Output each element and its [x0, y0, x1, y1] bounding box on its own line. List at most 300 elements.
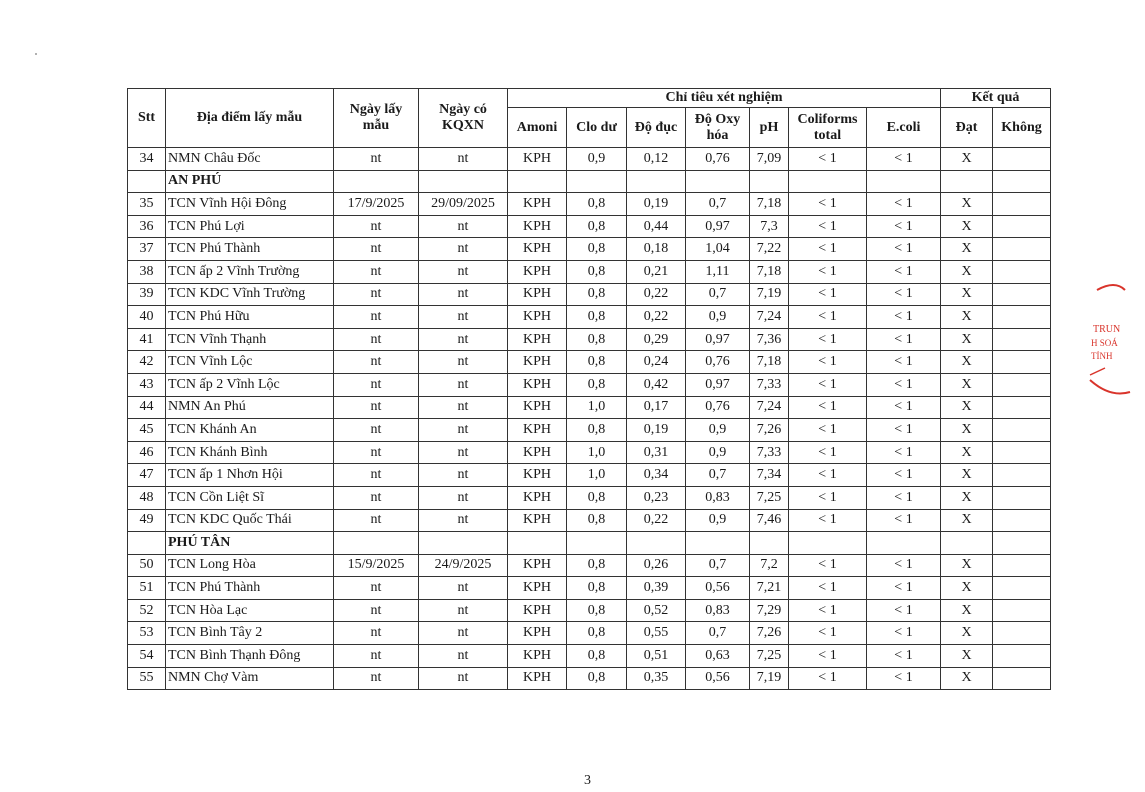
cell-pass: X: [941, 328, 993, 351]
cell-clo: 0,8: [567, 260, 627, 283]
cell-pass: X: [941, 667, 993, 690]
header-location: Địa điểm lấy mẫu: [166, 89, 334, 148]
cell-ecoli: < 1: [867, 193, 941, 216]
cell-location: TCN KDC Vĩnh Trường: [166, 283, 334, 306]
cell-result-date: nt: [419, 464, 508, 487]
header-pass: Đạt: [941, 108, 993, 148]
cell-amoni: KPH: [508, 645, 567, 668]
cell-turbidity: 0,19: [627, 193, 686, 216]
cell-coliforms: < 1: [789, 148, 867, 171]
header-amoni: Amoni: [508, 108, 567, 148]
cell-result-date: 24/9/2025: [419, 554, 508, 577]
cell-amoni: KPH: [508, 667, 567, 690]
cell-fail: [993, 464, 1051, 487]
cell-fail: [993, 193, 1051, 216]
cell-sample-date: nt: [334, 351, 419, 374]
cell-ecoli: < 1: [867, 419, 941, 442]
cell-oxy: 0,7: [686, 283, 750, 306]
cell-oxy: 0,56: [686, 577, 750, 600]
cell-fail: [993, 441, 1051, 464]
cell-location: TCN Vĩnh Hội Đông: [166, 193, 334, 216]
cell-oxy: 0,9: [686, 441, 750, 464]
cell-turbidity: 0,51: [627, 645, 686, 668]
cell-result-date: nt: [419, 577, 508, 600]
cell-location: TCN Cồn Liệt Sĩ: [166, 486, 334, 509]
empty-cell: [941, 532, 993, 555]
water-quality-table: [127, 88, 1051, 690]
cell-result-date: nt: [419, 622, 508, 645]
cell-sample-date: nt: [334, 396, 419, 419]
cell-ph: 7,46: [750, 509, 789, 532]
cell-stt: 52: [128, 599, 166, 622]
cell-pass: X: [941, 577, 993, 600]
table-body: [128, 148, 1051, 690]
cell-clo: 0,8: [567, 419, 627, 442]
header-indicators-group: Chỉ tiêu xét nghiệm: [508, 89, 941, 108]
cell-turbidity: 0,52: [627, 599, 686, 622]
cell-location: TCN Khánh An: [166, 419, 334, 442]
cell-location: TCN Vĩnh Thạnh: [166, 328, 334, 351]
cell-clo: 0,8: [567, 193, 627, 216]
cell-location: TCN Vĩnh Lộc: [166, 351, 334, 374]
cell-clo: 0,8: [567, 509, 627, 532]
cell-ecoli: < 1: [867, 464, 941, 487]
empty-cell: [750, 532, 789, 555]
cell-fail: [993, 645, 1051, 668]
cell-turbidity: 0,21: [627, 260, 686, 283]
cell-ph: 7,25: [750, 645, 789, 668]
svg-text:TRUN: TRUN: [1093, 324, 1121, 335]
cell-oxy: 0,9: [686, 419, 750, 442]
cell-amoni: KPH: [508, 260, 567, 283]
cell-ecoli: < 1: [867, 373, 941, 396]
cell-ph: 7,22: [750, 238, 789, 261]
cell-oxy: 0,97: [686, 215, 750, 238]
cell-coliforms: < 1: [789, 283, 867, 306]
cell-location: NMN An Phú: [166, 396, 334, 419]
cell-fail: [993, 283, 1051, 306]
table-row: [128, 667, 1051, 690]
cell-amoni: KPH: [508, 238, 567, 261]
section-row: [128, 532, 1051, 555]
cell-pass: X: [941, 645, 993, 668]
cell-clo: 0,8: [567, 373, 627, 396]
cell-ph: 7,26: [750, 419, 789, 442]
cell-oxy: 0,56: [686, 667, 750, 690]
cell-location: TCN Phú Thành: [166, 577, 334, 600]
section-title: PHÚ TÂN: [166, 532, 334, 555]
cell-turbidity: 0,42: [627, 373, 686, 396]
cell-sample-date: nt: [334, 441, 419, 464]
cell-clo: 0,8: [567, 667, 627, 690]
cell-result-date: nt: [419, 419, 508, 442]
cell-oxy: 0,97: [686, 373, 750, 396]
cell-fail: [993, 238, 1051, 261]
cell-amoni: KPH: [508, 373, 567, 396]
cell-turbidity: 0,23: [627, 486, 686, 509]
cell-ecoli: < 1: [867, 396, 941, 419]
cell-ph: 7,19: [750, 667, 789, 690]
cell-stt: 41: [128, 328, 166, 351]
cell-result-date: nt: [419, 148, 508, 171]
cell-turbidity: 0,17: [627, 396, 686, 419]
empty-cell: [419, 170, 508, 193]
cell-coliforms: < 1: [789, 645, 867, 668]
cell-ecoli: < 1: [867, 486, 941, 509]
cell-fail: [993, 419, 1051, 442]
cell-turbidity: 0,22: [627, 509, 686, 532]
table-row: [128, 645, 1051, 668]
cell-sample-date: nt: [334, 328, 419, 351]
cell-pass: X: [941, 554, 993, 577]
cell-coliforms: < 1: [789, 622, 867, 645]
cell-pass: X: [941, 215, 993, 238]
empty-cell: [334, 170, 419, 193]
cell-clo: 0,8: [567, 306, 627, 329]
cell-oxy: 0,83: [686, 599, 750, 622]
table-row: [128, 464, 1051, 487]
cell-oxy: 0,63: [686, 645, 750, 668]
cell-sample-date: nt: [334, 283, 419, 306]
header-result-group: Kết quả: [941, 89, 1051, 108]
cell-clo: 0,8: [567, 328, 627, 351]
cell-ecoli: < 1: [867, 509, 941, 532]
cell-stt: 42: [128, 351, 166, 374]
cell-sample-date: nt: [334, 667, 419, 690]
cell-coliforms: < 1: [789, 238, 867, 261]
cell-ph: 7,19: [750, 283, 789, 306]
cell-fail: [993, 577, 1051, 600]
cell-amoni: KPH: [508, 328, 567, 351]
cell-ecoli: < 1: [867, 283, 941, 306]
cell-clo: 0,8: [567, 351, 627, 374]
cell-sample-date: nt: [334, 260, 419, 283]
header-stt: Stt: [128, 89, 166, 148]
cell-pass: X: [941, 193, 993, 216]
cell-oxy: 0,9: [686, 306, 750, 329]
cell-clo: 0,8: [567, 283, 627, 306]
cell-result-date: nt: [419, 283, 508, 306]
cell-clo: 1,0: [567, 441, 627, 464]
cell-sample-date: nt: [334, 599, 419, 622]
cell-turbidity: 0,31: [627, 441, 686, 464]
cell-coliforms: < 1: [789, 419, 867, 442]
empty-cell: [941, 170, 993, 193]
table-row: [128, 419, 1051, 442]
cell-location: TCN Long Hòa: [166, 554, 334, 577]
cell-stt: 44: [128, 396, 166, 419]
table-row: [128, 193, 1051, 216]
table-row: [128, 238, 1051, 261]
cell-coliforms: < 1: [789, 509, 867, 532]
section-title: AN PHÚ: [166, 170, 334, 193]
cell-stt: 36: [128, 215, 166, 238]
cell-location: TCN ấp 2 Vĩnh Lộc: [166, 373, 334, 396]
cell-result-date: nt: [419, 509, 508, 532]
cell-result-date: nt: [419, 486, 508, 509]
cell-sample-date: 17/9/2025: [334, 193, 419, 216]
table-row: [128, 509, 1051, 532]
cell-stt: 53: [128, 622, 166, 645]
cell-sample-date: nt: [334, 373, 419, 396]
cell-fail: [993, 509, 1051, 532]
cell-ph: 7,18: [750, 351, 789, 374]
svg-text:H SOÁ: H SOÁ: [1091, 338, 1118, 348]
cell-amoni: KPH: [508, 577, 567, 600]
table-row: [128, 554, 1051, 577]
cell-turbidity: 0,34: [627, 464, 686, 487]
cell-coliforms: < 1: [789, 306, 867, 329]
cell-ph: 7,25: [750, 486, 789, 509]
cell-sample-date: nt: [334, 419, 419, 442]
cell-result-date: 29/09/2025: [419, 193, 508, 216]
cell-ph: 7,24: [750, 306, 789, 329]
cell-result-date: nt: [419, 215, 508, 238]
cell-clo: 0,8: [567, 215, 627, 238]
cell-result-date: nt: [419, 667, 508, 690]
cell-clo: 0,9: [567, 148, 627, 171]
cell-stt: 43: [128, 373, 166, 396]
cell-oxy: 0,97: [686, 328, 750, 351]
table-row: [128, 622, 1051, 645]
cell-coliforms: < 1: [789, 441, 867, 464]
cell-result-date: nt: [419, 396, 508, 419]
cell-sample-date: nt: [334, 215, 419, 238]
cell-pass: X: [941, 599, 993, 622]
cell-clo: 0,8: [567, 486, 627, 509]
cell-result-date: nt: [419, 373, 508, 396]
cell-result-date: nt: [419, 306, 508, 329]
cell-clo: 0,8: [567, 599, 627, 622]
cell-turbidity: 0,19: [627, 419, 686, 442]
cell-fail: [993, 351, 1051, 374]
empty-cell: [993, 532, 1051, 555]
cell-pass: X: [941, 419, 993, 442]
cell-clo: 0,8: [567, 645, 627, 668]
cell-ecoli: < 1: [867, 238, 941, 261]
cell-coliforms: < 1: [789, 328, 867, 351]
cell-pass: X: [941, 486, 993, 509]
cell-clo: 1,0: [567, 396, 627, 419]
cell-stt: 55: [128, 667, 166, 690]
cell-sample-date: nt: [334, 486, 419, 509]
empty-cell: [789, 170, 867, 193]
cell-pass: X: [941, 283, 993, 306]
cell-location: TCN Hòa Lạc: [166, 599, 334, 622]
cell-oxy: 1,04: [686, 238, 750, 261]
cell-coliforms: < 1: [789, 351, 867, 374]
cell-ecoli: < 1: [867, 260, 941, 283]
header-result-date: Ngày có KQXN: [419, 89, 508, 148]
cell-fail: [993, 554, 1051, 577]
cell-result-date: nt: [419, 351, 508, 374]
cell-stt: 45: [128, 419, 166, 442]
table-row: [128, 148, 1051, 171]
cell-ph: 7,18: [750, 260, 789, 283]
cell-turbidity: 0,22: [627, 306, 686, 329]
cell-coliforms: < 1: [789, 486, 867, 509]
table-row: [128, 486, 1051, 509]
section-row: [128, 170, 1051, 193]
header-fail: Không: [993, 108, 1051, 148]
cell-fail: [993, 396, 1051, 419]
table-row: [128, 283, 1051, 306]
empty-cell: [686, 532, 750, 555]
cell-sample-date: nt: [334, 577, 419, 600]
cell-sample-date: nt: [334, 148, 419, 171]
cell-fail: [993, 599, 1051, 622]
cell-amoni: KPH: [508, 193, 567, 216]
cell-stt: 50: [128, 554, 166, 577]
cell-ecoli: < 1: [867, 554, 941, 577]
table-row: [128, 306, 1051, 329]
cell-location: TCN ấp 2 Vĩnh Trường: [166, 260, 334, 283]
cell-clo: 0,8: [567, 554, 627, 577]
cell-oxy: 0,7: [686, 464, 750, 487]
cell-stt: 48: [128, 486, 166, 509]
cell-amoni: KPH: [508, 599, 567, 622]
header-coliforms: Coliforms total: [789, 108, 867, 148]
cell-amoni: KPH: [508, 419, 567, 442]
cell-fail: [993, 148, 1051, 171]
empty-cell: [334, 532, 419, 555]
cell-ecoli: < 1: [867, 599, 941, 622]
cell-ecoli: < 1: [867, 215, 941, 238]
cell-pass: X: [941, 622, 993, 645]
cell-sample-date: nt: [334, 306, 419, 329]
cell-ecoli: < 1: [867, 441, 941, 464]
svg-text:TỈNH: TỈNH: [1091, 351, 1113, 361]
cell-ph: 7,21: [750, 577, 789, 600]
cell-pass: X: [941, 464, 993, 487]
header-ecoli: E.coli: [867, 108, 941, 148]
cell-coliforms: < 1: [789, 599, 867, 622]
empty-cell: [508, 170, 567, 193]
cell-pass: X: [941, 509, 993, 532]
empty-cell: [627, 532, 686, 555]
cell-amoni: KPH: [508, 306, 567, 329]
cell-pass: X: [941, 306, 993, 329]
cell-ph: 7,09: [750, 148, 789, 171]
cell-turbidity: 0,29: [627, 328, 686, 351]
cell-coliforms: < 1: [789, 554, 867, 577]
empty-cell: [128, 532, 166, 555]
cell-turbidity: 0,22: [627, 283, 686, 306]
cell-coliforms: < 1: [789, 577, 867, 600]
cell-ph: 7,24: [750, 396, 789, 419]
cell-coliforms: < 1: [789, 215, 867, 238]
cell-ecoli: < 1: [867, 328, 941, 351]
cell-location: NMN Chợ Vàm: [166, 667, 334, 690]
empty-cell: [508, 532, 567, 555]
table-row: [128, 599, 1051, 622]
header-turbidity: Độ đục: [627, 108, 686, 148]
cell-amoni: KPH: [508, 396, 567, 419]
cell-oxy: 1,11: [686, 260, 750, 283]
cell-result-date: nt: [419, 260, 508, 283]
cell-location: TCN Phú Thành: [166, 238, 334, 261]
cell-amoni: KPH: [508, 509, 567, 532]
cell-turbidity: 0,26: [627, 554, 686, 577]
cell-amoni: KPH: [508, 148, 567, 171]
cell-amoni: KPH: [508, 486, 567, 509]
cell-pass: X: [941, 351, 993, 374]
cell-stt: 54: [128, 645, 166, 668]
empty-cell: [750, 170, 789, 193]
cell-fail: [993, 328, 1051, 351]
header-clo: Clo dư: [567, 108, 627, 148]
cell-coliforms: < 1: [789, 396, 867, 419]
empty-cell: [867, 170, 941, 193]
empty-cell: [789, 532, 867, 555]
table-row: [128, 328, 1051, 351]
cell-location: TCN KDC Quốc Thái: [166, 509, 334, 532]
cell-stt: 34: [128, 148, 166, 171]
cell-clo: 0,8: [567, 238, 627, 261]
cell-location: TCN Bình Thạnh Đông: [166, 645, 334, 668]
cell-location: TCN Khánh Bình: [166, 441, 334, 464]
cell-ecoli: < 1: [867, 351, 941, 374]
table-row: [128, 373, 1051, 396]
cell-pass: X: [941, 441, 993, 464]
cell-stt: 39: [128, 283, 166, 306]
cell-ecoli: < 1: [867, 645, 941, 668]
cell-clo: 0,8: [567, 577, 627, 600]
cell-ph: 7,36: [750, 328, 789, 351]
cell-amoni: KPH: [508, 622, 567, 645]
cell-fail: [993, 667, 1051, 690]
cell-ecoli: < 1: [867, 622, 941, 645]
empty-cell: [627, 170, 686, 193]
cell-result-date: nt: [419, 328, 508, 351]
cell-stt: 46: [128, 441, 166, 464]
cell-location: NMN Châu Đốc: [166, 148, 334, 171]
table-row: [128, 260, 1051, 283]
cell-oxy: 0,76: [686, 351, 750, 374]
empty-cell: [419, 532, 508, 555]
cell-fail: [993, 215, 1051, 238]
red-stamp: [1085, 280, 1145, 410]
cell-amoni: KPH: [508, 283, 567, 306]
cell-ph: 7,34: [750, 464, 789, 487]
cell-clo: 0,8: [567, 622, 627, 645]
cell-stt: 35: [128, 193, 166, 216]
cell-pass: X: [941, 396, 993, 419]
cell-stt: 38: [128, 260, 166, 283]
cell-ph: 7,2: [750, 554, 789, 577]
cell-coliforms: < 1: [789, 667, 867, 690]
cell-sample-date: nt: [334, 464, 419, 487]
cell-oxy: 0,9: [686, 509, 750, 532]
cell-stt: 49: [128, 509, 166, 532]
cell-ph: 7,33: [750, 373, 789, 396]
cell-location: TCN ấp 1 Nhơn Hội: [166, 464, 334, 487]
cell-result-date: nt: [419, 645, 508, 668]
cell-location: TCN Phú Hữu: [166, 306, 334, 329]
header-sample-date: Ngày lấy mẫu: [334, 89, 419, 148]
cell-pass: X: [941, 260, 993, 283]
cell-fail: [993, 260, 1051, 283]
cell-ph: 7,29: [750, 599, 789, 622]
empty-cell: [567, 532, 627, 555]
cell-sample-date: nt: [334, 238, 419, 261]
cell-sample-date: nt: [334, 509, 419, 532]
cell-amoni: KPH: [508, 554, 567, 577]
cell-oxy: 0,76: [686, 396, 750, 419]
cell-amoni: KPH: [508, 215, 567, 238]
cell-turbidity: 0,18: [627, 238, 686, 261]
page-number: 3: [584, 773, 591, 788]
